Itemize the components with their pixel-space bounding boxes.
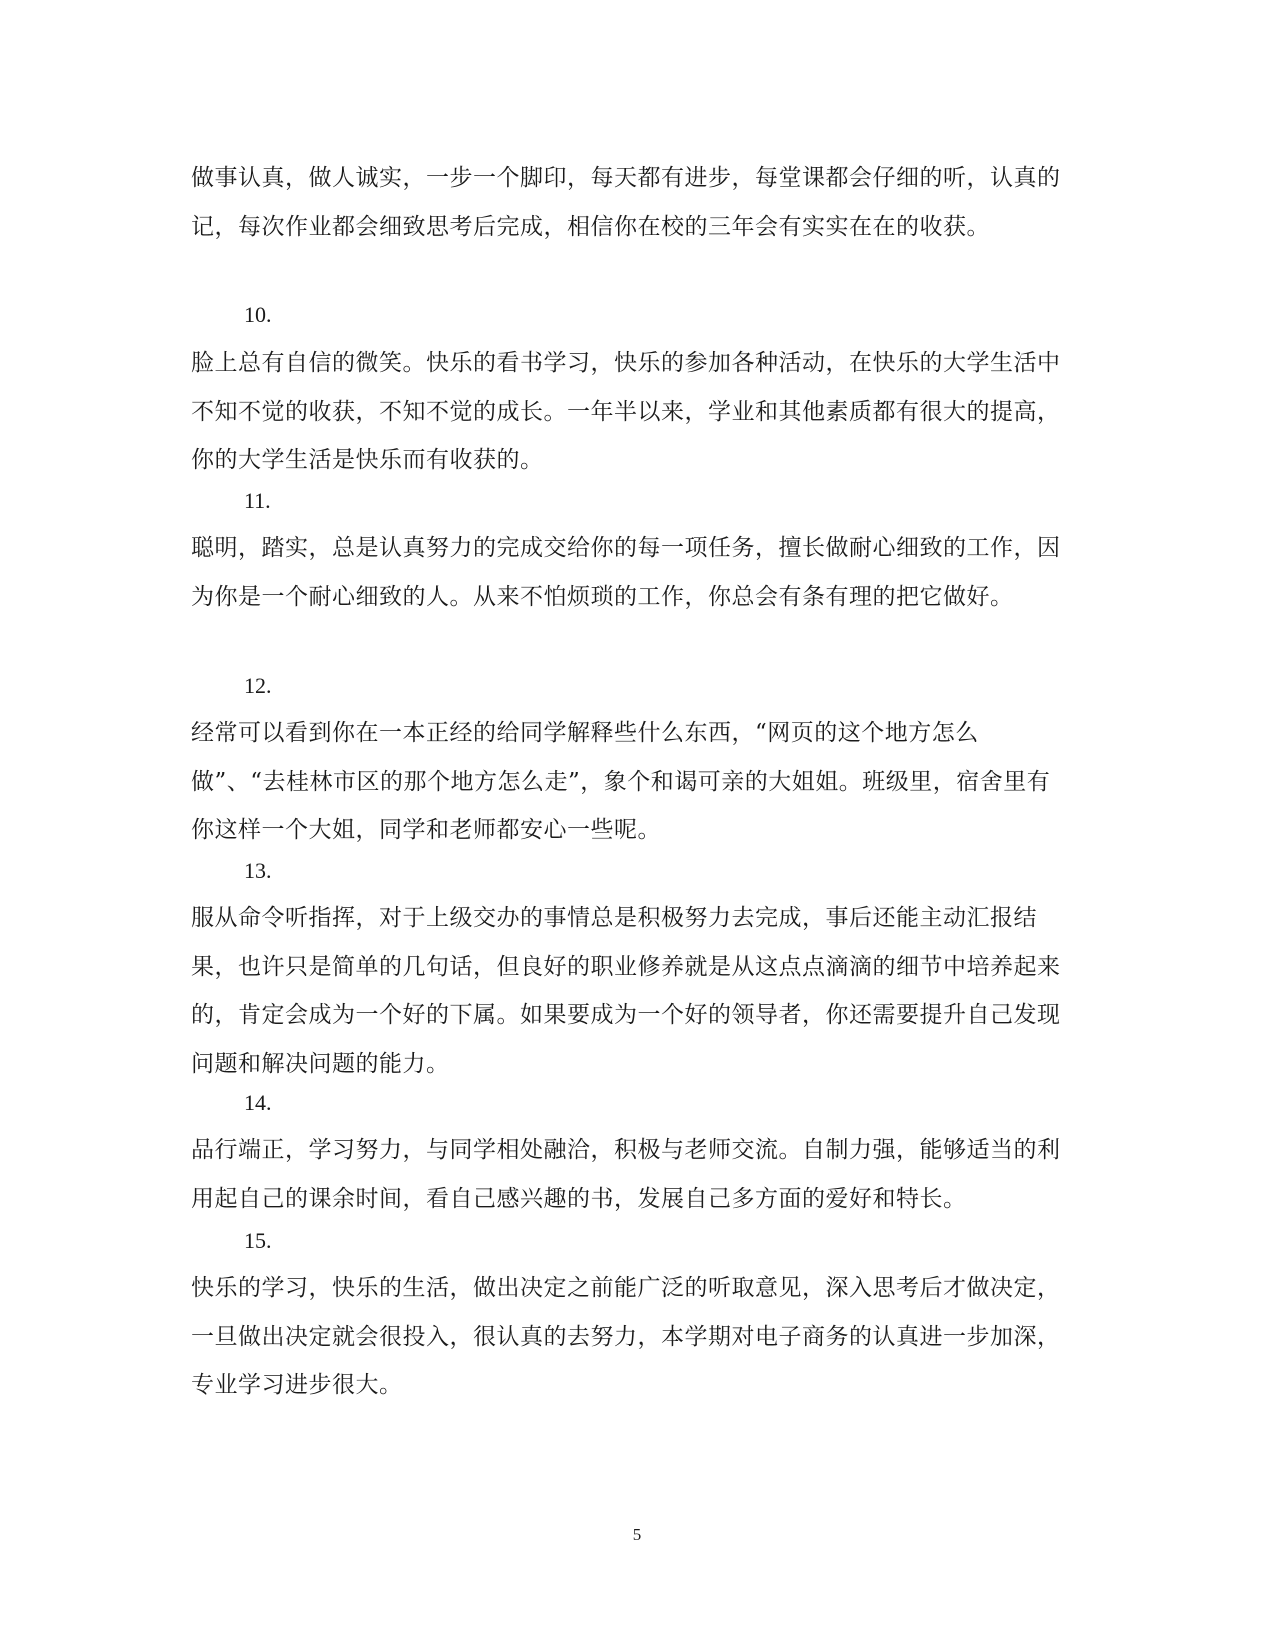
item-number: 15. bbox=[244, 1228, 272, 1253]
item-number: 12. bbox=[244, 673, 272, 698]
page-number: 5 bbox=[632, 1525, 642, 1544]
item-number: 10. bbox=[244, 302, 272, 327]
item-paragraph: 快乐的学习，快乐的生活，做出决定之前能广泛的听取意见，深入思考后才做决定，一旦做出决定就会很投入，很认真的去努力，本学期对电子商务的认真进一步加深，专业学习进步很大。 bbox=[191, 1275, 1061, 1398]
item-paragraph: 脸上总有自信的微笑。快乐的看书学习，快乐的参加各种活动，在快乐的大学生活中不知不觉的收获，不知不觉的成长。一年半以来，学业和其他素质都有很大的提高，你的大学生活是快乐而有收获的。 bbox=[191, 350, 1061, 473]
item-number: 13. bbox=[244, 858, 272, 883]
item-paragraph: 聪明，踏实，总是认真努力的完成交给你的每一项任务，擅长做耐心细致的工作，因为你是一个耐心细致的人。从来不怕烦琐的工作，你总会有条有理的把它做好。 bbox=[191, 535, 1061, 610]
intro-paragraph: 做事认真，做人诚实，一步一个脚印，每天都有进步，每堂课都会仔细的听，认真的记，每次作业都会细致思考后完成，相信你在校的三年会有实实在在的收获。 bbox=[191, 165, 1061, 240]
item-paragraph: 品行端正，学习努力，与同学相处融洽，积极与老师交流。自制力强，能够适当的利用起自己的课余时间，看自己感兴趣的书，发展自己多方面的爱好和特长。 bbox=[191, 1137, 1061, 1212]
item-number: 14. bbox=[244, 1090, 272, 1115]
item-paragraph: 经常可以看到你在一本正经的给同学解释些什么东西，“网页的这个地方怎么做”、“去桂林市区的那个地方怎么走”，象个和谒可亲的大姐姐。班级里，宿舍里有你这样一个大姐，同学和老师都安心一些呢。 bbox=[191, 720, 1051, 843]
item-paragraph: 服从命令听指挥，对于上级交办的事情总是积极努力去完成，事后还能主动汇报结果，也许只是简单的几句话，但良好的职业修养就是从这点点滴滴的细节中培养起来的，肯定会成为一个好的下属。如果要成为一个好的领导者，你还需要提升自己发现问题和解决问题的能力。 bbox=[191, 905, 1061, 1077]
item-number: 11. bbox=[244, 488, 271, 513]
